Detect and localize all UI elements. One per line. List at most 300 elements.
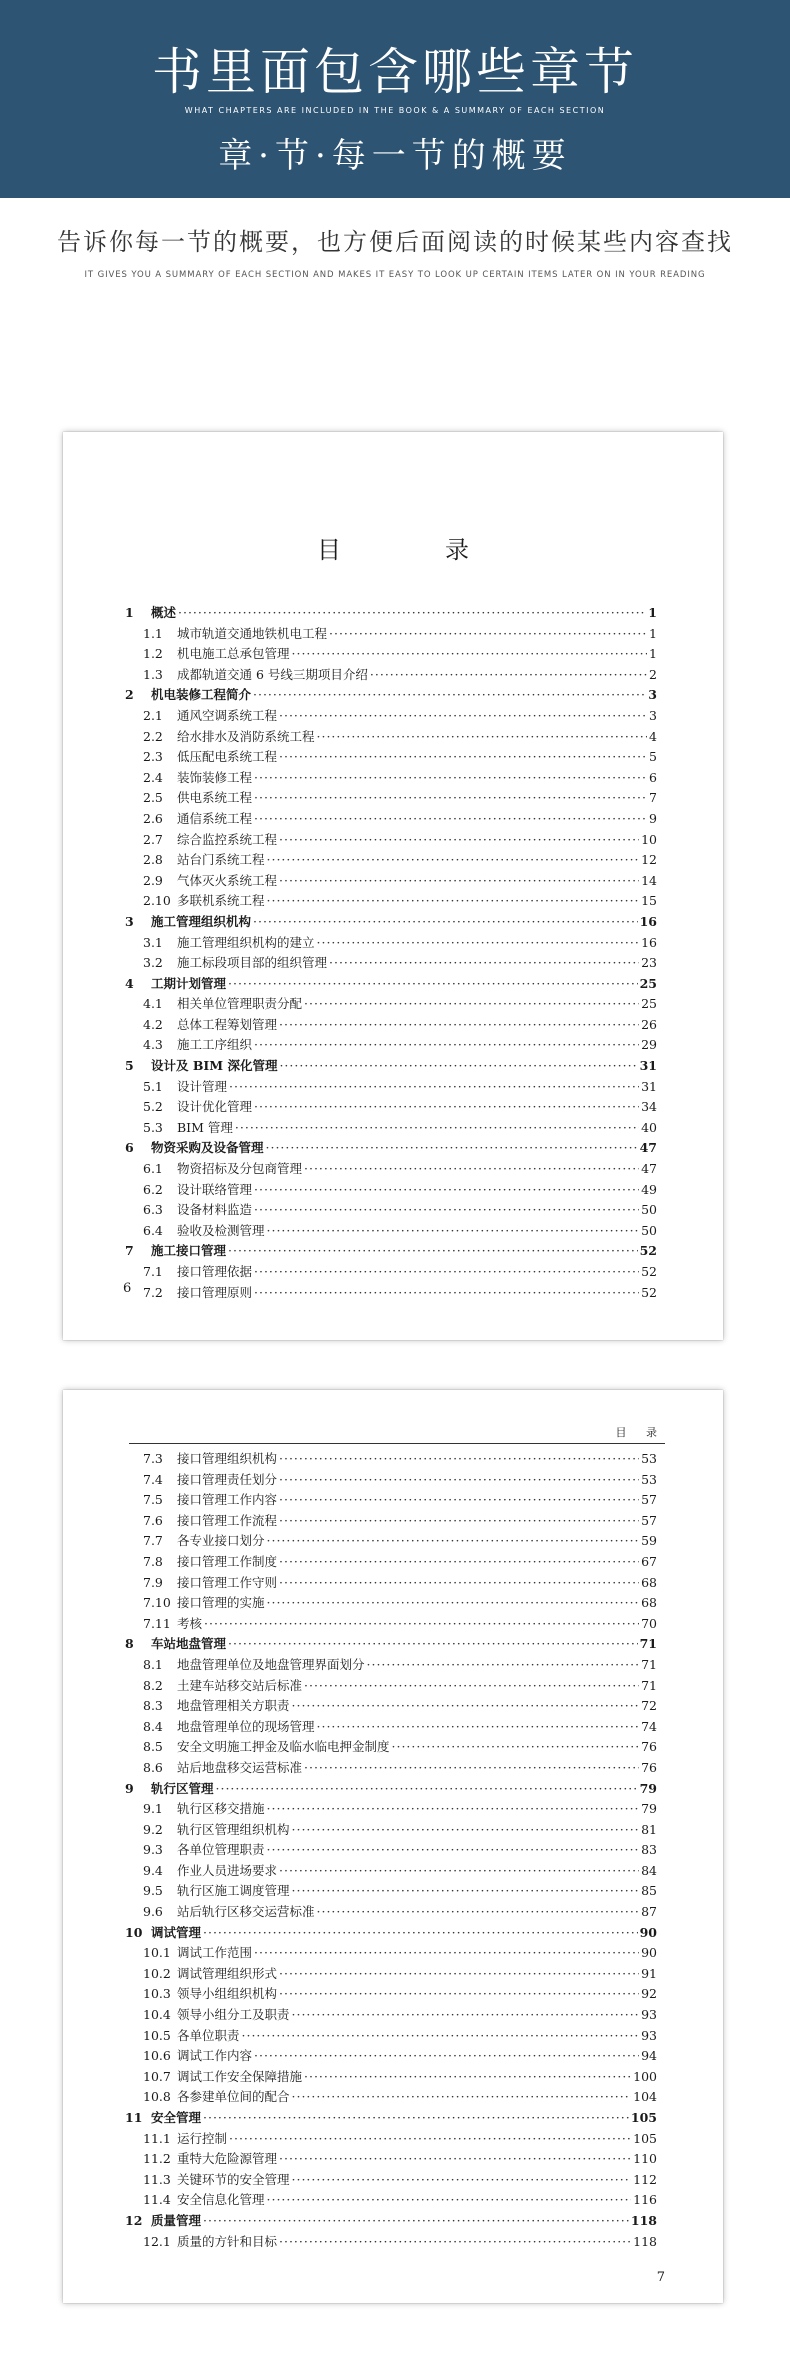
- dot-leader: [203, 2108, 629, 2129]
- toc-section-entry: [125, 2170, 657, 2191]
- dot-leader: [279, 1964, 639, 1985]
- toc-section-entry: [125, 1159, 657, 1180]
- dot-leader: [317, 933, 640, 954]
- toc-section-entry: [125, 747, 657, 768]
- toc-entry-page: 2: [649, 666, 657, 682]
- dot-leader: [304, 1159, 639, 1180]
- toc-section-entry: [125, 1180, 657, 1201]
- toc-entry-title: 接口管理工作内容: [177, 1492, 278, 1508]
- toc-entry-page: 91: [641, 1965, 657, 1981]
- toc-entry-page: 72: [641, 1698, 657, 1714]
- toc-entry-page: 16: [641, 934, 657, 950]
- dot-leader: [292, 1881, 640, 1902]
- toc-entry-number: 6: [125, 1140, 134, 1156]
- toc-entry-title: 接口管理工作制度: [177, 1553, 278, 1569]
- toc-entry-number: 2.6: [143, 810, 163, 826]
- toc-entry-number: 5: [125, 1058, 134, 1074]
- toc-entry-page: 31: [639, 1058, 657, 1074]
- toc-entry-title: 调试工作安全保障措施: [177, 2068, 303, 2084]
- toc-entry-page: 74: [641, 1718, 657, 1734]
- toc-page-6: [63, 432, 723, 1340]
- toc-entry-page: 100: [633, 2068, 657, 2084]
- dot-leader: [253, 685, 646, 706]
- toc-section-entry: [125, 1097, 657, 1118]
- toc-entry-number: 5.3: [143, 1119, 163, 1135]
- toc-section-entry: [125, 994, 657, 1015]
- toc-entry-number: 1.2: [143, 646, 163, 662]
- toc-chapter-entry: [125, 603, 657, 624]
- toc-entry-page: 94: [641, 2048, 657, 2064]
- toc-section-entry: [125, 1820, 657, 1841]
- toc-entry-title: 领导小组分工及职责: [177, 2007, 290, 2023]
- toc-section-entry: [125, 1221, 657, 1242]
- toc-entry-page: 26: [641, 1016, 657, 1032]
- dot-leader: [254, 1262, 639, 1283]
- toc-entry-page: 90: [641, 1945, 657, 1961]
- toc-section-entry: [125, 891, 657, 912]
- toc-entry-page: 23: [641, 955, 657, 971]
- toc-entry-title: 轨行区管理: [151, 1780, 214, 1796]
- dot-leader: [279, 1984, 639, 2005]
- toc-entry-title: 设计联络管理: [177, 1181, 253, 1197]
- dot-leader: [228, 1241, 638, 1262]
- toc-section-entry: [125, 2005, 657, 2026]
- toc-entry-page: 53: [641, 1451, 657, 1466]
- toc-entry-number: 12: [125, 2212, 143, 2228]
- toc-chapter-entry: [125, 974, 657, 995]
- toc-section-entry: [125, 1470, 657, 1491]
- toc-section-entry: [125, 1573, 657, 1594]
- dot-leader: [292, 1696, 640, 1717]
- toc-entry-number: 10.1: [143, 1945, 171, 1961]
- toc-entry-number: 4.3: [143, 1037, 163, 1053]
- dot-leader: [254, 809, 647, 830]
- toc-entry-page: 118: [630, 2212, 657, 2228]
- toc-page-7: [63, 1390, 723, 2303]
- toc-entry-number: 8.6: [143, 1759, 163, 1775]
- toc-section-entry: [125, 1614, 657, 1635]
- toc-chapter-entry: [125, 1634, 657, 1655]
- toc-entry-number: 2.3: [143, 749, 163, 765]
- toc-entry-title: 低压配电系统工程: [177, 749, 278, 765]
- dot-leader: [304, 2067, 631, 2088]
- toc-entry-number: 10.5: [143, 2027, 171, 2043]
- toc-entry-number: 9.3: [143, 1842, 163, 1858]
- toc-entry-number: 7.7: [143, 1533, 163, 1549]
- toc-section-entry: [125, 1737, 657, 1758]
- header-rule: [129, 1443, 665, 1444]
- dot-leader: [279, 1861, 639, 1882]
- toc-entry-page: 50: [641, 1202, 657, 1218]
- toc-chapter-entry: [125, 912, 657, 933]
- toc-entry-number: 7.11: [143, 1615, 171, 1631]
- toc-entry-title: 物资招标及分包商管理: [177, 1161, 303, 1177]
- toc-entry-number: 7.5: [143, 1492, 163, 1508]
- toc-section-entry: [125, 1262, 657, 1283]
- toc-entry-title: 质量的方针和目标: [177, 2233, 278, 2249]
- toc-entry-number: 10: [125, 1924, 143, 1940]
- toc-chapter-entry: [125, 2211, 657, 2232]
- toc-entry-number: 9.1: [143, 1801, 163, 1817]
- dot-leader: [267, 891, 640, 912]
- dot-leader: [292, 644, 648, 665]
- dot-leader: [267, 1531, 640, 1552]
- toc-section-entry: [125, 1118, 657, 1139]
- toc-entry-page: 85: [641, 1883, 657, 1899]
- toc-entry-title: 各单位管理职责: [177, 1842, 265, 1858]
- dot-leader: [292, 2087, 632, 2108]
- toc-section-entry: [125, 788, 657, 809]
- toc-entry-page: 92: [641, 1986, 657, 2002]
- dot-leader: [329, 953, 639, 974]
- dot-leader: [279, 871, 639, 892]
- toc-section-entry: [125, 1861, 657, 1882]
- toc-entry-number: 6.2: [143, 1181, 163, 1197]
- toc-entry-number: 2.4: [143, 769, 163, 785]
- toc-section-entry: [125, 1511, 657, 1532]
- dot-leader: [229, 1077, 639, 1098]
- toc-entry-number: 6.3: [143, 1202, 163, 1218]
- toc-entry-title: 设计优化管理: [177, 1099, 253, 1115]
- toc-entry-number: 11.2: [143, 2151, 171, 2167]
- toc-section-entry: [125, 768, 657, 789]
- toc-entry-page: 93: [641, 2027, 657, 2043]
- toc-entry-title: 接口管理工作流程: [177, 1512, 278, 1528]
- toc-entry-title: 接口管理责任划分: [177, 1471, 278, 1487]
- toc-entry-number: 2.7: [143, 831, 163, 847]
- toc-entry-title: 城市轨道交通地铁机电工程: [177, 625, 328, 641]
- toc-entry-page: 50: [641, 1222, 657, 1238]
- dot-leader: [204, 1614, 639, 1635]
- toc-entry-page: 68: [641, 1574, 657, 1590]
- dot-leader: [254, 1283, 639, 1304]
- toc-entry-page: 15: [641, 893, 657, 909]
- toc-entry-number: 9.6: [143, 1904, 163, 1920]
- toc-entry-title: 气体灭火系统工程: [177, 872, 278, 888]
- toc-entry-number: 4.2: [143, 1016, 163, 1032]
- toc-entry-page: 59: [641, 1533, 657, 1549]
- toc-entry-number: 5.2: [143, 1099, 163, 1115]
- dot-leader: [203, 1923, 638, 1944]
- toc-list: [125, 1449, 657, 2252]
- toc-entry-page: 12: [641, 852, 657, 868]
- toc-entry-number: 12.1: [143, 2233, 171, 2249]
- toc-entry-number: 11.4: [143, 2192, 171, 2208]
- toc-entry-number: 2.2: [143, 728, 163, 744]
- toc-entry-number: 9.4: [143, 1862, 163, 1878]
- toc-entry-title: 轨行区施工调度管理: [177, 1883, 290, 1899]
- toc-entry-number: 3.2: [143, 955, 163, 971]
- toc-entry-title: 设计管理: [177, 1078, 228, 1094]
- toc-entry-number: 1: [125, 605, 134, 620]
- toc-entry-title: 接口管理原则: [177, 1284, 253, 1300]
- toc-entry-title: 重特大危险源管理: [177, 2151, 278, 2167]
- toc-chapter-entry: [125, 2108, 657, 2129]
- toc-entry-page: 49: [641, 1181, 657, 1197]
- toc-entry-number: 7.2: [143, 1284, 163, 1300]
- toc-section-entry: [125, 809, 657, 830]
- toc-entry-number: 7.4: [143, 1471, 163, 1487]
- dot-leader: [317, 1717, 640, 1738]
- toc-entry-title: 轨行区管理组织机构: [177, 1821, 290, 1837]
- toc-entry-number: 1.1: [143, 625, 163, 641]
- toc-entry-title: 装饰装修工程: [177, 769, 253, 785]
- toc-entry-page: 47: [641, 1161, 657, 1177]
- toc-entry-number: 10.4: [143, 2007, 171, 2023]
- toc-section-entry: [125, 1552, 657, 1573]
- toc-section-entry: [125, 1984, 657, 2005]
- toc-entry-number: 7.9: [143, 1574, 163, 1590]
- toc-entry-page: 116: [633, 2192, 657, 2208]
- toc-entry-title: 车站地盘管理: [151, 1636, 227, 1652]
- toc-entry-number: 11.3: [143, 2171, 171, 2187]
- toc-section-entry: [125, 727, 657, 748]
- toc-entry-number: 8.1: [143, 1656, 163, 1672]
- toc-entry-title: 安全信息化管理: [177, 2192, 265, 2208]
- toc-section-entry: [125, 2129, 657, 2150]
- toc-entry-page: 84: [641, 1862, 657, 1878]
- toc-entry-number: 2.10: [143, 893, 171, 909]
- dot-leader: [279, 706, 647, 727]
- toc-section-entry: [125, 1449, 657, 1470]
- toc-entry-page: 1: [648, 605, 657, 620]
- toc-entry-page: 29: [641, 1037, 657, 1053]
- toc-entry-title: 调试管理组织形式: [177, 1965, 278, 1981]
- toc-entry-title: 机电施工总承包管理: [177, 646, 290, 662]
- toc-entry-title: 调试管理: [151, 1924, 202, 1940]
- toc-entry-number: 7.6: [143, 1512, 163, 1528]
- toc-section-entry: [125, 2232, 657, 2253]
- toc-entry-title: 地盘管理单位的现场管理: [177, 1718, 315, 1734]
- toc-entry-title: 作业人员进场要求: [177, 1862, 278, 1878]
- toc-entry-page: 7: [649, 790, 657, 806]
- dot-leader: [267, 2190, 632, 2211]
- dot-leader: [279, 1056, 637, 1077]
- toc-entry-page: 71: [641, 1677, 657, 1693]
- toc-entry-title: 各单位职责: [177, 2027, 240, 2043]
- toc-section-entry: [125, 1490, 657, 1511]
- toc-entry-title: 接口管理依据: [177, 1264, 253, 1279]
- toc-entry-title: 设备材料监造: [177, 1202, 253, 1218]
- toc-section-entry: [125, 830, 657, 851]
- dot-leader: [254, 1180, 639, 1201]
- dot-leader: [254, 2046, 639, 2067]
- toc-section-entry: [125, 1200, 657, 1221]
- toc-entry-page: 118: [633, 2233, 657, 2249]
- toc-chapter-entry: [125, 1056, 657, 1077]
- toc-entry-title: 各专业接口划分: [177, 1533, 265, 1549]
- toc-entry-title: 概述: [151, 605, 177, 620]
- toc-section-entry: [125, 953, 657, 974]
- dot-leader: [229, 2129, 631, 2150]
- toc-entry-page: 25: [639, 975, 657, 991]
- dot-leader: [279, 1552, 639, 1573]
- dot-leader: [292, 1820, 640, 1841]
- toc-entry-page: 3: [648, 687, 657, 703]
- toc-entry-page: 14: [641, 872, 657, 888]
- toc-entry-page: 52: [641, 1264, 657, 1279]
- toc-section-entry: [125, 871, 657, 892]
- toc-entry-page: 9: [649, 810, 657, 826]
- toc-section-entry: [125, 706, 657, 727]
- toc-section-entry: [125, 665, 657, 686]
- toc-entry-title: 站后地盘移交运营标准: [177, 1759, 303, 1775]
- toc-entry-title: 通信系统工程: [177, 810, 253, 826]
- toc-entry-number: 10.6: [143, 2048, 171, 2064]
- dot-leader: [254, 1035, 639, 1056]
- toc-entry-title: 通风空调系统工程: [177, 707, 278, 723]
- toc-section-entry: [125, 644, 657, 665]
- toc-entry-number: 6.4: [143, 1222, 163, 1238]
- toc-entry-page: 93: [641, 2007, 657, 2023]
- toc-entry-title: 土建车站移交站后标准: [177, 1677, 303, 1693]
- toc-entry-number: 8.2: [143, 1677, 163, 1693]
- toc-section-entry: [125, 1035, 657, 1056]
- toc-entry-page: 3: [649, 707, 657, 723]
- toc-section-entry: [125, 2026, 657, 2047]
- toc-entry-title: 调试工作范围: [177, 1945, 253, 1961]
- toc-chapter-entry: [125, 1138, 657, 1159]
- dot-leader: [279, 1490, 639, 1511]
- toc-entry-title: 地盘管理相关方职责: [177, 1698, 290, 1714]
- toc-entry-title: 运行控制: [177, 2130, 228, 2146]
- toc-entry-page: 76: [641, 1739, 657, 1755]
- dot-leader: [267, 850, 640, 871]
- toc-entry-page: 1: [649, 646, 657, 662]
- banner-title: 书里面包含哪些章节: [152, 43, 638, 101]
- banner-subtitle-en: WHAT CHAPTERS ARE INCLUDED IN THE BOOK & A SUMMARY OF EACH SECTION: [184, 106, 606, 115]
- toc-chapter-entry: [125, 1241, 657, 1262]
- dot-leader: [304, 1758, 639, 1779]
- toc-entry-page: 25: [641, 996, 657, 1012]
- dot-leader: [279, 1511, 639, 1532]
- toc-entry-title: 站台门系统工程: [177, 852, 265, 868]
- toc-entry-page: 110: [633, 2151, 657, 2167]
- toc-entry-page: 70: [641, 1615, 657, 1631]
- toc-entry-title: 施工管理组织机构: [151, 913, 252, 929]
- toc-section-entry: [125, 1655, 657, 1676]
- toc-entry-number: 8.4: [143, 1718, 163, 1734]
- dot-leader: [317, 1902, 640, 1923]
- toc-entry-title: 轨行区移交措施: [177, 1801, 265, 1817]
- toc-entry-title: 验收及检测管理: [177, 1222, 265, 1238]
- dot-leader: [267, 1593, 640, 1614]
- toc-entry-number: 2.8: [143, 852, 163, 868]
- toc-entry-number: 9.2: [143, 1821, 163, 1837]
- dot-leader: [266, 1138, 638, 1159]
- toc-entry-number: 7.10: [143, 1595, 171, 1611]
- dot-leader: [178, 603, 646, 624]
- toc-section-entry: [125, 1799, 657, 1820]
- dot-leader: [292, 2005, 640, 2026]
- toc-section-entry: [125, 2087, 657, 2108]
- toc-entry-page: 6: [649, 769, 657, 785]
- toc-entry-page: 5: [649, 749, 657, 765]
- toc-entry-title: 设计及 BIM 深化管理: [151, 1058, 278, 1074]
- toc-entry-page: 57: [641, 1512, 657, 1528]
- dot-leader: [279, 830, 639, 851]
- toc-entry-title: 工期计划管理: [151, 975, 227, 991]
- dot-leader: [267, 1799, 640, 1820]
- toc-entry-page: 79: [639, 1780, 657, 1796]
- dot-leader: [267, 1221, 640, 1242]
- dot-leader: [370, 665, 647, 686]
- toc-section-entry: [125, 1696, 657, 1717]
- toc-chapter-entry: [125, 685, 657, 706]
- toc-section-entry: [125, 1015, 657, 1036]
- page-number: 6: [123, 1281, 132, 1296]
- dot-leader: [279, 2232, 631, 2253]
- toc-entry-number: 8.5: [143, 1739, 163, 1755]
- toc-section-entry: [125, 1077, 657, 1098]
- toc-section-entry: [125, 2046, 657, 2067]
- toc-entry-number: 10.7: [143, 2068, 171, 2084]
- toc-entry-number: 9: [125, 1780, 134, 1796]
- toc-section-entry: [125, 850, 657, 871]
- dot-leader: [304, 994, 639, 1015]
- toc-entry-title: 施工工序组织: [177, 1037, 253, 1053]
- toc-entry-number: 7.3: [143, 1451, 163, 1466]
- intro-text-cn: 告诉你每一节的概要，也方便后面阅读的时候某些内容查找: [57, 228, 733, 256]
- toc-entry-title: 成都轨道交通 6 号线三期项目介绍: [177, 666, 368, 682]
- dot-leader: [304, 1676, 639, 1697]
- toc-entry-number: 4.1: [143, 996, 163, 1012]
- toc-section-entry: [125, 2067, 657, 2088]
- toc-section-entry: [125, 1964, 657, 1985]
- toc-entry-number: 3.1: [143, 934, 163, 950]
- toc-entry-number: 7.8: [143, 1553, 163, 1569]
- toc-list: [125, 603, 657, 1303]
- toc-entry-title: 给水排水及消防系统工程: [177, 728, 315, 744]
- dot-leader: [317, 727, 648, 748]
- toc-entry-title: BIM 管理: [177, 1119, 233, 1135]
- toc-entry-title: 安全文明施工押金及临水临电押金制度: [177, 1739, 390, 1755]
- toc-entry-page: 57: [641, 1492, 657, 1508]
- toc-entry-title: 接口管理组织机构: [177, 1451, 278, 1466]
- dot-leader: [279, 2149, 631, 2170]
- dot-leader: [254, 788, 647, 809]
- toc-entry-title: 接口管理工作守则: [177, 1574, 278, 1590]
- toc-entry-number: 7.1: [143, 1264, 163, 1279]
- toc-entry-title: 安全管理: [151, 2110, 202, 2125]
- toc-entry-number: 7: [125, 1243, 134, 1259]
- toc-entry-page: 31: [641, 1078, 657, 1094]
- toc-section-entry: [125, 1943, 657, 1964]
- toc-section-entry: [125, 1593, 657, 1614]
- toc-entry-page: 47: [639, 1140, 657, 1156]
- toc-entry-number: 2.5: [143, 790, 163, 806]
- toc-entry-title: 相关单位管理职责分配: [177, 996, 303, 1012]
- toc-entry-title: 关键环节的安全管理: [177, 2171, 290, 2187]
- toc-title: 目 录: [317, 536, 509, 564]
- toc-entry-page: 104: [633, 2089, 657, 2105]
- toc-entry-number: 5.1: [143, 1078, 163, 1094]
- toc-entry-title: 综合监控系统工程: [177, 831, 278, 847]
- dot-leader: [242, 2026, 640, 2047]
- toc-entry-title: 多联机系统工程: [177, 893, 265, 909]
- toc-entry-number: 4: [125, 975, 134, 991]
- toc-chapter-entry: [125, 1923, 657, 1944]
- toc-entry-title: 接口管理的实施: [177, 1595, 265, 1611]
- dot-leader: [228, 974, 638, 995]
- toc-entry-title: 施工接口管理: [151, 1243, 227, 1259]
- toc-section-entry: [125, 624, 657, 645]
- toc-entry-page: 90: [639, 1924, 657, 1940]
- toc-entry-title: 调试工作内容: [177, 2048, 253, 2064]
- toc-entry-title: 施工管理组织机构的建立: [177, 934, 315, 950]
- toc-entry-number: 2: [125, 687, 134, 703]
- toc-entry-title: 领导小组组织机构: [177, 1986, 278, 2002]
